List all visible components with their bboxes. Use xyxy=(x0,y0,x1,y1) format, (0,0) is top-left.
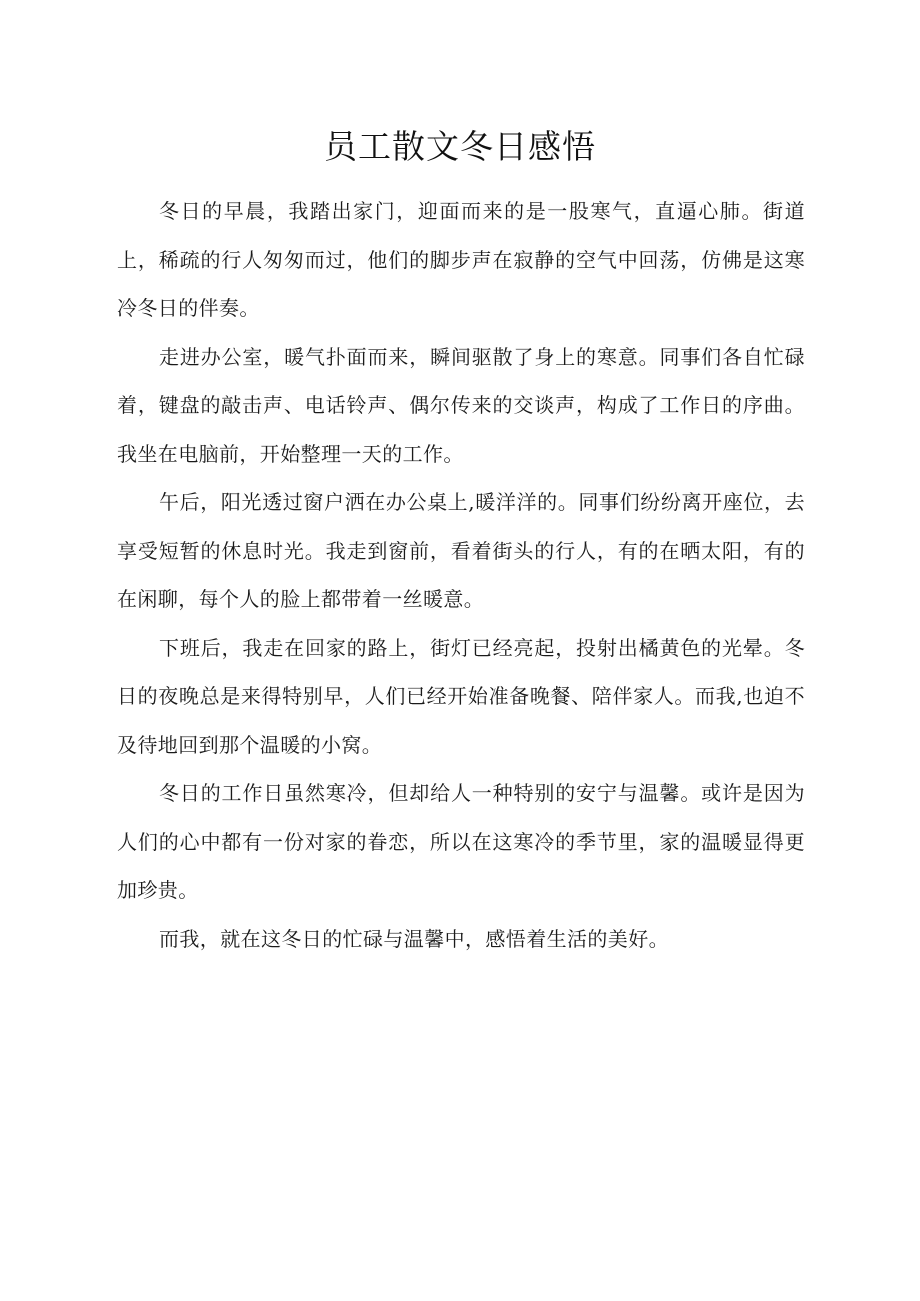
paragraph-1: 冬日的早晨，我踏出家门，迎面而来的是一股寒气，直逼心肺。街道上，稀疏的行人匆匆而过，他们的脚步声在寂静的空气中回荡，仿佛是这寒冷冬日的伴奏。 xyxy=(117,199,805,320)
paragraph-3: 午后，阳光透过窗户洒在办公桌上,暖洋洋的。同事们纷纷离开座位，去享受短暂的休息时光。我走到窗前，看着街头的行人，有的在晒太阳，有的在闲聊，每个人的脸上都带着一丝暖意。 xyxy=(117,490,805,611)
paragraph-5: 冬日的工作日虽然寒冷，但却给人一种特别的安宁与温馨。或许是因为人们的心中都有一份对家的眷恋，所以在这寒冷的季节里，家的温暖显得更加珍贵。 xyxy=(117,781,805,902)
paragraph-6: 而我，就在这冬日的忙碌与温馨中，感悟着生活的美好。 xyxy=(159,926,669,951)
paragraph-2: 走进办公室，暖气扑面而来，瞬间驱散了身上的寒意。同事们各自忙碌着，键盘的敲击声、电话铃声、偶尔传来的交谈声，构成了工作日的序曲。我坐在电脑前，开始整理一天的工作。 xyxy=(117,344,805,466)
paragraph-4: 下班后，我走在回家的路上，街灯已经亮起，投射出橘黄色的光晕。冬日的夜晚总是来得特别早，人们已经开始准备晚餐、陪伴家人。而我,也迫不及待地回到那个温暖的小窝。 xyxy=(117,635,805,757)
document-title: 员工散文冬日感悟 xyxy=(324,127,596,166)
document-body xyxy=(117,187,805,963)
